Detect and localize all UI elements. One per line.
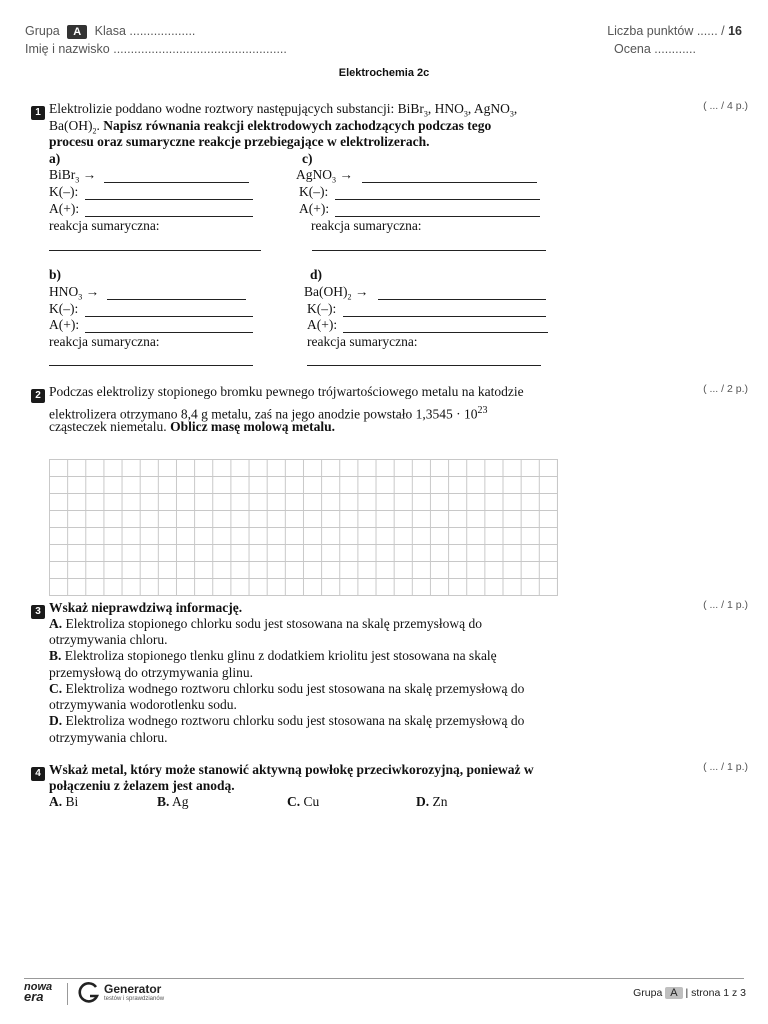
q3-option-d-cont: otrzymywania chloru. <box>49 730 168 745</box>
q1-d-anode: A(+): <box>307 317 338 332</box>
answer-line[interactable] <box>362 172 537 183</box>
group-label: Grupa <box>25 24 60 38</box>
points-label: Liczba punktów ...... / <box>607 24 725 38</box>
q1-c-summary: reakcja sumaryczna: <box>311 218 422 233</box>
q3-option-d[interactable]: D. Elektroliza wodnego roztworu chlorku sodu jest stosowana na skalę przemysłową do <box>49 713 525 728</box>
q1-text-line3: procesu oraz sumaryczne reakcje przebiegające w elektrolizerach. <box>49 134 430 149</box>
q1-d-cathode: K(–): <box>307 301 337 316</box>
group-field <box>25 24 195 39</box>
answer-line[interactable] <box>104 172 249 183</box>
answer-line[interactable] <box>307 355 541 366</box>
q4-points: ( ... / 1 p.) <box>703 761 748 773</box>
q3-points: ( ... / 1 p.) <box>703 599 748 611</box>
generator-logo: Generator <box>104 982 162 996</box>
answer-line[interactable] <box>312 240 546 251</box>
q1-d-summary: reakcja sumaryczna: <box>307 334 418 349</box>
q1-b-cathode: K(–): <box>49 301 79 316</box>
q3-option-b-cont: przemysłową do otrzymywania glinu. <box>49 665 253 680</box>
question-number-1: 1 <box>31 106 45 120</box>
answer-line[interactable] <box>85 306 253 317</box>
answer-grid[interactable] <box>49 459 558 596</box>
q3-instruction: Wskaż nieprawdziwą informację. <box>49 600 243 615</box>
q1-text-line2: $Ba(OH)_2$. Napisz równania reakcji elektrodowych zachodzących podczas tego <box>49 118 492 136</box>
q3-option-c-cont: otrzymywania wodorotlenku sodu. <box>49 697 237 712</box>
q1-a-formula: BiBr$_3$ → <box>49 167 97 185</box>
answer-line[interactable] <box>85 206 253 217</box>
q4-instruction-line1: Wskaż metal, który może stanowić aktywną powłokę przeciwkorozyjną, ponieważ w <box>49 762 534 777</box>
answer-line[interactable] <box>107 289 246 300</box>
question-number-2: 2 <box>31 389 45 403</box>
answer-line[interactable] <box>335 189 540 200</box>
footer-group-badge: A <box>665 987 682 999</box>
q1-a-anode: A(+): <box>49 201 80 216</box>
q1-b-anode: A(+): <box>49 317 80 332</box>
q1-points: ( ... / 4 p.) <box>703 100 748 112</box>
generator-subtitle: testów i sprawdzianów <box>104 996 165 1002</box>
q1-text: Elektrolizie poddano wodne roztwory następujących substancji: BiBr$_3$, $HNO_3$, AgNO$_3$, <box>49 101 518 119</box>
q1-d-formula: $Ba(OH)_2$ → <box>304 284 369 302</box>
answer-line[interactable] <box>49 355 253 366</box>
question-number-3: 3 <box>31 605 45 619</box>
q2-text-line1: Podczas elektrolizy stopionego bromku pewnego trójwartościowego metalu na katodzie <box>49 384 524 399</box>
q4-option-b[interactable]: B. Ag <box>157 794 189 809</box>
q1-b-summary: reakcja sumaryczna: <box>49 334 160 349</box>
answer-line[interactable] <box>343 322 548 333</box>
q1-a-label: a) <box>49 151 61 166</box>
q1-c-cathode: K(–): <box>299 184 329 199</box>
page-title: Elektrochemia 2c <box>338 67 430 79</box>
q1-b-label: b) <box>49 267 62 282</box>
group-badge: A <box>67 25 87 39</box>
q3-option-c[interactable]: C. Elektroliza wodnego roztworu chlorku sodu jest stosowana na skalę przemysłową do <box>49 681 525 696</box>
grade-field: Ocena ............ <box>614 42 696 56</box>
q1-c-label: c) <box>302 151 313 166</box>
answer-line[interactable] <box>343 306 546 317</box>
answer-line[interactable] <box>49 240 261 251</box>
q1-c-anode: A(+): <box>299 201 330 216</box>
q2-text-line2: elektrolizera otrzymano 8,4 g metalu, zaś na jego anodzie powstało $1,3545 \cdot 10^{23}$ <box>49 405 488 422</box>
points-field <box>607 24 742 38</box>
q1-a-summary: reakcja sumaryczna: <box>49 218 160 233</box>
answer-line[interactable] <box>85 322 253 333</box>
q1-b-formula: $HNO_3$ → <box>49 284 100 302</box>
q3-option-a-cont: otrzymywania chloru. <box>49 632 168 647</box>
answer-line[interactable] <box>85 189 253 200</box>
q4-option-c[interactable]: C. Cu <box>287 794 320 809</box>
q1-c-formula: AgNO$_3$ → <box>296 167 353 185</box>
q2-points: ( ... / 2 p.) <box>703 383 748 395</box>
q3-option-b[interactable]: B. Elektroliza stopionego tlenku glinu z dodatkiem kriolitu jest stosowana na skalę <box>49 648 497 663</box>
logo-separator <box>67 983 68 1005</box>
q4-instruction-line2: połączeniu z żelazem jest anodą. <box>49 778 235 793</box>
nowa-era-logo: nowa era <box>24 981 53 1004</box>
class-field: Klasa ................... <box>94 24 196 38</box>
q4-option-a[interactable]: A. Bi <box>49 794 79 809</box>
points-total: 16 <box>728 24 742 38</box>
question-number-4: 4 <box>31 767 45 781</box>
q4-option-d[interactable]: D. Zn <box>416 794 448 809</box>
footer-divider <box>24 978 744 979</box>
q2-text-line3: cząsteczek niemetalu. Oblicz masę molową metalu. <box>49 419 336 434</box>
answer-line[interactable] <box>335 206 540 217</box>
name-field: Imię i nazwisko .................................................. <box>25 42 287 56</box>
answer-line[interactable] <box>378 289 546 300</box>
generator-icon <box>78 982 100 1009</box>
footer-page-info: Grupa A | strona 1 z 3 <box>633 987 746 999</box>
q1-d-label: d) <box>310 267 323 282</box>
q1-a-cathode: K(–): <box>49 184 79 199</box>
q3-option-a[interactable]: A. Elektroliza stopionego chlorku sodu jest stosowana na skalę przemysłową do <box>49 616 483 631</box>
